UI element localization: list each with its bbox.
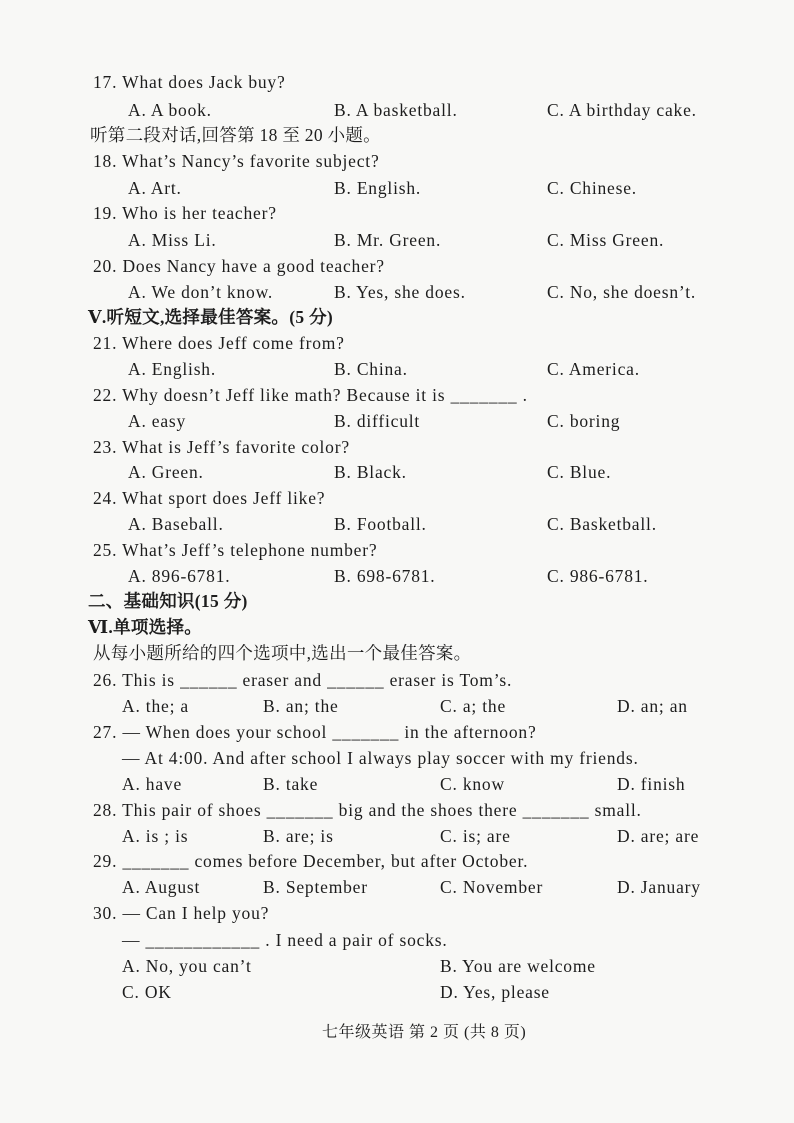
question-28-option-b: B. are; is — [263, 826, 334, 846]
question-19-option-b: B. Mr. Green. — [334, 230, 442, 250]
question-18-option-b: B. English. — [334, 178, 422, 198]
section-6-instruction: 从每小题所给的四个选项中,选出一个最佳答案。 — [93, 643, 472, 663]
question-17-option-c: C. A birthday cake. — [547, 100, 697, 120]
question-29-stem: 29. _______ comes before December, but after October. — [93, 851, 529, 871]
question-27-option-c: C. know — [440, 774, 505, 794]
question-22-stem: 22. Why doesn’t Jeff like math? Because it is _______ . — [93, 385, 528, 405]
question-30-option-d: D. Yes, please — [440, 982, 550, 1002]
dialogue2-instruction: 听第二段对话,回答第 18 至 20 小题。 — [90, 125, 381, 145]
question-29-option-d: D. January — [617, 877, 701, 897]
question-17-option-a: A. A book. — [128, 100, 212, 120]
question-24-stem: 24. What sport does Jeff like? — [93, 488, 326, 508]
page-footer: 七年级英语 第 2 页 (共 8 页) — [322, 1024, 527, 1041]
question-17-option-b: B. A basketball. — [334, 100, 458, 120]
question-25-option-a: A. 896-6781. — [128, 566, 231, 586]
question-26-option-d: D. an; an — [617, 696, 688, 716]
part-2-title: 二、基础知识(15 分) — [88, 591, 248, 611]
question-28-stem: 28. This pair of shoes _______ big and the shoes there _______ small. — [93, 800, 642, 820]
question-30-reply: — ____________ . I need a pair of socks. — [122, 930, 448, 950]
question-20-stem: 20. Does Nancy have a good teacher? — [93, 256, 385, 276]
question-19-option-a: A. Miss Li. — [128, 230, 217, 250]
section-5-title: Ⅴ.听短文,选择最佳答案。(5 分) — [88, 307, 334, 327]
question-18-option-a: A. Art. — [128, 178, 182, 198]
question-27-option-a: A. have — [122, 774, 183, 794]
question-22-option-b: B. difficult — [334, 411, 421, 431]
question-22-option-a: A. easy — [128, 411, 187, 431]
question-27-option-b: B. take — [263, 774, 319, 794]
question-23-option-b: B. Black. — [334, 462, 407, 482]
question-28-option-d: D. are; are — [617, 826, 700, 846]
question-21-stem: 21. Where does Jeff come from? — [93, 333, 345, 353]
question-27-option-d: D. finish — [617, 774, 686, 794]
question-21-option-a: A. English. — [128, 359, 217, 379]
question-30-option-b: B. You are welcome — [440, 956, 596, 976]
question-26-option-a: A. the; a — [122, 696, 189, 716]
question-25-option-c: C. 986-6781. — [547, 566, 649, 586]
question-28-option-c: C. is; are — [440, 826, 511, 846]
question-24-option-c: C. Basketball. — [547, 514, 657, 534]
question-30-option-c: C. OK — [122, 982, 172, 1002]
section-6-title: Ⅵ.单项选择。 — [88, 617, 203, 637]
question-30-option-a: A. No, you can’t — [122, 956, 252, 976]
question-17-stem: 17. What does Jack buy? — [93, 72, 286, 92]
question-26-stem: 26. This is ______ eraser and ______ eraser is Tom’s. — [93, 670, 513, 690]
question-23-option-a: A. Green. — [128, 462, 204, 482]
question-22-option-c: C. boring — [547, 411, 621, 431]
question-25-stem: 25. What’s Jeff’s telephone number? — [93, 540, 378, 560]
question-23-option-c: C. Blue. — [547, 462, 612, 482]
question-19-option-c: C. Miss Green. — [547, 230, 665, 250]
question-21-option-c: C. America. — [547, 359, 640, 379]
question-21-option-b: B. China. — [334, 359, 408, 379]
question-26-option-c: C. a; the — [440, 696, 507, 716]
question-28-option-a: A. is ; is — [122, 826, 189, 846]
question-29-option-a: A. August — [122, 877, 201, 897]
question-25-option-b: B. 698-6781. — [334, 566, 436, 586]
question-18-option-c: C. Chinese. — [547, 178, 637, 198]
question-27-reply: — At 4:00. And after school I always play soccer with my friends. — [122, 748, 639, 768]
question-19-stem: 19. Who is her teacher? — [93, 203, 277, 223]
question-20-option-a: A. We don’t know. — [128, 282, 274, 302]
question-20-option-b: B. Yes, she does. — [334, 282, 466, 302]
question-24-option-a: A. Baseball. — [128, 514, 224, 534]
question-27-stem: 27. — When does your school _______ in the afternoon? — [93, 722, 537, 742]
question-20-option-c: C. No, she doesn’t. — [547, 282, 697, 302]
question-23-stem: 23. What is Jeff’s favorite color? — [93, 437, 350, 457]
question-29-option-c: C. November — [440, 877, 544, 897]
question-26-option-b: B. an; the — [263, 696, 339, 716]
question-24-option-b: B. Football. — [334, 514, 427, 534]
question-29-option-b: B. September — [263, 877, 368, 897]
question-18-stem: 18. What’s Nancy’s favorite subject? — [93, 151, 380, 171]
question-30-stem: 30. — Can I help you? — [93, 903, 270, 923]
